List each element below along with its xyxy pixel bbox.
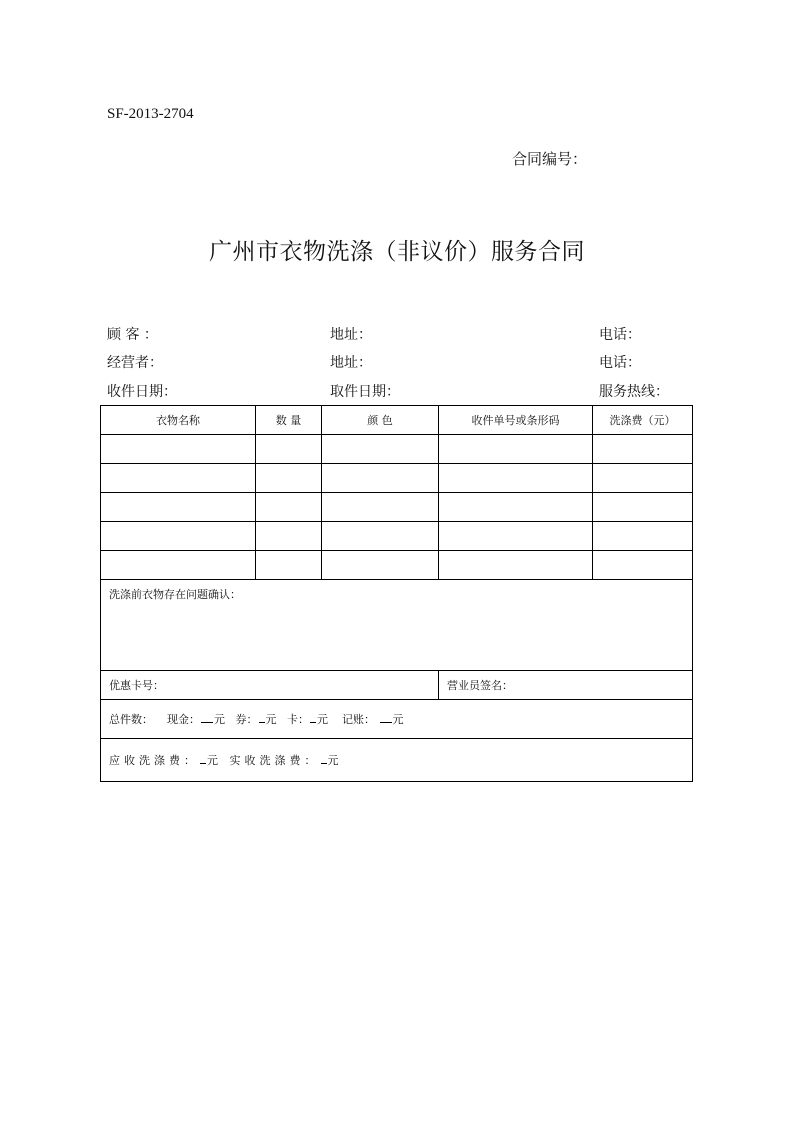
operator-label: 经营者： <box>107 355 163 371</box>
header-ticket-barcode: 收件单号或条形码 <box>439 406 593 435</box>
cash-blank[interactable] <box>201 712 213 723</box>
totals-row <box>101 700 693 739</box>
credit-label: 记账： <box>342 713 375 726</box>
item-name-cell[interactable] <box>101 493 256 522</box>
member-card-field[interactable] <box>101 671 439 700</box>
color-cell[interactable] <box>322 493 439 522</box>
quantity-cell[interactable] <box>256 435 322 464</box>
ticket-cell[interactable] <box>439 464 593 493</box>
header-item-name: 衣物名称 <box>101 406 256 435</box>
quantity-cell[interactable] <box>256 493 322 522</box>
voucher-unit: 元 <box>265 713 277 726</box>
fee-cell[interactable] <box>593 435 693 464</box>
customer-phone-label: 电话： <box>599 327 641 343</box>
fee-cell[interactable] <box>593 464 693 493</box>
ticket-cell[interactable] <box>439 493 593 522</box>
member-card-label: 优惠卡号： <box>109 679 164 692</box>
card-signature-row <box>101 671 693 700</box>
fees-row <box>101 739 693 782</box>
header-wash-fee: 洗涤费（元） <box>593 406 693 435</box>
color-cell[interactable] <box>322 522 439 551</box>
cash-label: 现金： <box>167 713 200 726</box>
voucher-blank[interactable] <box>259 712 265 723</box>
clerk-signature-field[interactable] <box>439 671 693 700</box>
receivable-fee-unit: 元 <box>207 754 222 767</box>
table-row <box>101 493 693 522</box>
table-row <box>101 464 693 493</box>
actual-fee-label: 实收洗涤费： <box>229 754 320 767</box>
receive-date-label: 收件日期： <box>107 384 177 400</box>
card-blank[interactable] <box>310 712 316 723</box>
total-count-label: 总件数： <box>109 713 153 726</box>
customer-address-label: 地址： <box>330 327 372 343</box>
quantity-cell[interactable] <box>256 551 322 580</box>
document-code: SF-2013-2704 <box>107 106 194 122</box>
contract-number-label: 合同编号： <box>512 150 588 168</box>
pre-wash-issues-label: 洗涤前衣物存在问题确认： <box>109 588 241 601</box>
table-row <box>101 551 693 580</box>
ticket-cell[interactable] <box>439 435 593 464</box>
operator-phone-label: 电话： <box>599 355 641 371</box>
item-name-cell[interactable] <box>101 435 256 464</box>
color-cell[interactable] <box>322 464 439 493</box>
voucher-label: 券： <box>235 713 258 726</box>
credit-blank[interactable] <box>380 712 392 723</box>
card-label: 卡： <box>287 713 309 726</box>
actual-fee-blank[interactable] <box>321 753 327 764</box>
receivable-fee-blank[interactable] <box>200 753 206 764</box>
quantity-cell[interactable] <box>256 522 322 551</box>
table-row <box>101 435 693 464</box>
item-name-cell[interactable] <box>101 522 256 551</box>
fee-cell[interactable] <box>593 522 693 551</box>
color-cell[interactable] <box>322 435 439 464</box>
header-color: 颜 色 <box>322 406 439 435</box>
receivable-fee-label: 应收洗涤费： <box>109 754 199 767</box>
cash-unit: 元 <box>214 713 225 726</box>
laundry-items-table <box>100 405 693 782</box>
ticket-cell[interactable] <box>439 551 593 580</box>
item-name-cell[interactable] <box>101 551 256 580</box>
color-cell[interactable] <box>322 551 439 580</box>
operator-address-label: 地址： <box>330 355 372 371</box>
ticket-cell[interactable] <box>439 522 593 551</box>
dates-info-row <box>0 381 794 401</box>
quantity-cell[interactable] <box>256 464 322 493</box>
customer-info-row <box>0 324 794 344</box>
operator-info-row <box>0 352 794 372</box>
page-title: 广州市衣物洗涤（非议价）服务合同 <box>209 239 585 265</box>
pickup-date-label: 取件日期： <box>330 384 400 400</box>
clerk-signature-label: 营业员签名： <box>447 679 513 692</box>
customer-label: 顾 客 ： <box>107 327 158 343</box>
item-name-cell[interactable] <box>101 464 256 493</box>
pre-wash-issues-field[interactable] <box>101 580 693 671</box>
credit-unit: 元 <box>392 713 404 726</box>
card-unit: 元 <box>317 713 328 726</box>
fees-cell <box>101 739 693 782</box>
table-header-row <box>101 406 693 435</box>
header-quantity: 数 量 <box>256 406 322 435</box>
totals-cell <box>101 700 693 739</box>
table-row <box>101 522 693 551</box>
notes-row <box>101 580 693 671</box>
service-hotline-label: 服务热线： <box>599 384 669 400</box>
fee-cell[interactable] <box>593 551 693 580</box>
actual-fee-unit: 元 <box>327 754 343 767</box>
fee-cell[interactable] <box>593 493 693 522</box>
